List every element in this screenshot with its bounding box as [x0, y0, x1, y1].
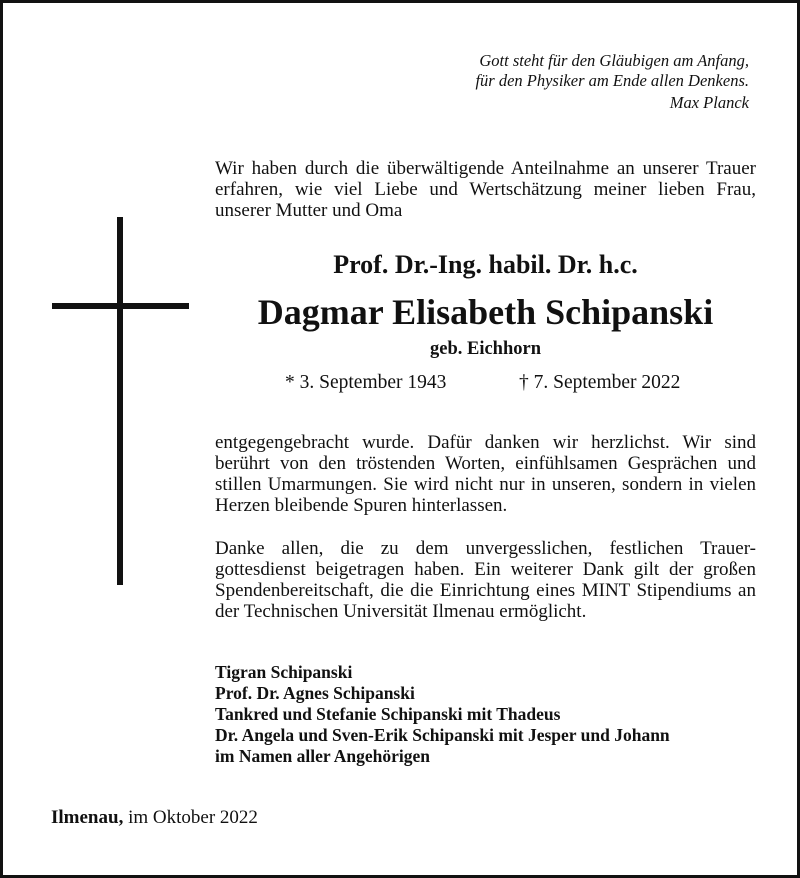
deceased-name: Dagmar Elisabeth Schipanski: [257, 292, 714, 332]
cross-icon-vertical-bar: [117, 217, 123, 585]
place-date: im Oktober 2022: [128, 807, 258, 828]
deceased-title: Prof. Dr.-Ing. habil. Dr. h.c.: [333, 250, 638, 279]
quote-line: Gott steht für den Gläubigen am Anfang,: [479, 51, 749, 70]
signature-list: [215, 662, 670, 767]
cross-icon-horizontal-bar: [52, 303, 189, 309]
birth-date: * 3. September 1943: [285, 372, 447, 393]
place-date-line: [51, 807, 258, 829]
signature-line: Tigran Schipanski: [215, 662, 353, 682]
quote-author: Max Planck: [669, 93, 749, 112]
signature-line: Tankred und Stefanie Schipanski mit Thadeus: [215, 704, 561, 724]
deceased-birth-name: geb. Eichhorn: [429, 339, 542, 359]
quote-block: [475, 51, 749, 113]
quote-line: für den Physiker am Ende allen Denkens.: [475, 71, 749, 90]
intro-paragraph: Wir haben durch die überwältigende Anteilnahme an unserer Trauer erfahren, wie viel Liebe und Wertschätzung meiner lieben Frau, unserer Mutter und Oma: [215, 158, 756, 221]
place-city: Ilmenau,: [51, 807, 124, 828]
signature-line: im Namen aller Angehörigen: [215, 746, 431, 766]
body-paragraph: entgegengebracht wurde. Dafür danken wir herzlichst. Wir sind berührt von den tröstenden Worten, einfühlsamen Gesprächen und stillen Umarmungen. Sie wird nicht nur in unseren, sondern in vielen Herzen bleibende Spuren hinterlassen.: [215, 432, 756, 516]
death-date: † 7. September 2022: [519, 372, 681, 393]
signature-line: Prof. Dr. Agnes Schipanski: [215, 683, 415, 703]
body-paragraph: Danke allen, die zu dem unvergesslichen, festlichen Trauer-gottesdienst beigetragen haben. Ein weiterer Dank gilt der großen Spendenbereitschaft, die die Einrichtung eines MINT Stipendiums an der Technischen Universität Ilmenau ermöglicht.: [215, 538, 756, 622]
signature-line: Dr. Angela und Sven-Erik Schipanski mit Jesper und Johann: [215, 725, 670, 745]
